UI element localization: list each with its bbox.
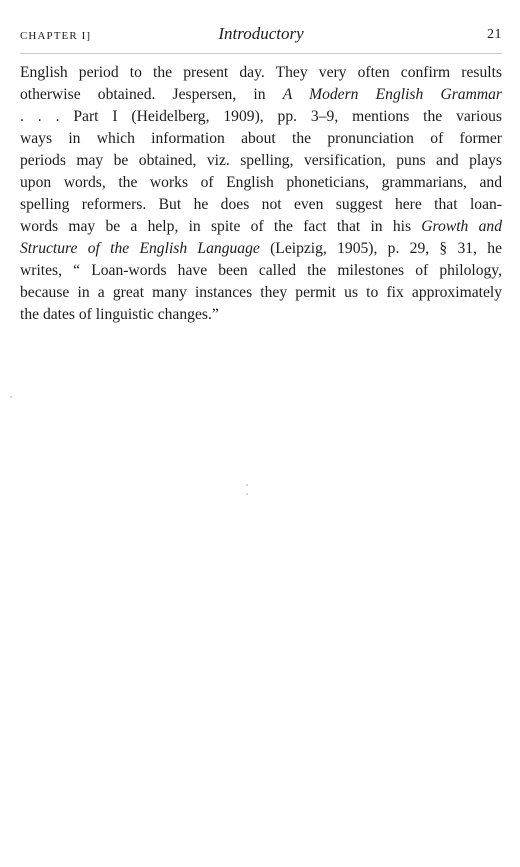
text-run: otherwise obtained. Jespersen, in (20, 86, 283, 103)
paper-speck (10, 396, 12, 398)
header-rule (20, 53, 502, 54)
text-run: . . . Part I (Heidelberg, 1909), pp. 3–9, mentions the various (20, 108, 502, 125)
text-line (20, 84, 502, 106)
text-run: writes, “ Loan-words have been called the milestones of philology, (20, 262, 502, 279)
paper-speck (246, 484, 248, 486)
text-run: periods may be obtained, viz. spelling, versification, puns and plays (20, 152, 502, 169)
text-line (20, 216, 502, 238)
text-line (20, 62, 502, 84)
text-run: the dates of linguistic changes.” (20, 306, 219, 323)
text-run: words may be a help, in spite of the fact that in his (20, 218, 422, 235)
text-line (20, 238, 502, 260)
italic-title-text: Structure of the English Language (20, 240, 260, 257)
body-paragraph (20, 62, 502, 326)
text-line (20, 106, 502, 128)
text-line (20, 304, 502, 326)
page-title: Introductory (218, 24, 304, 43)
text-line (20, 150, 502, 172)
running-head (20, 24, 502, 48)
text-line (20, 282, 502, 304)
text-run: (Leipzig, 1905), p. 29, § 31, he (259, 240, 502, 257)
italic-title-text: A Modern English Grammar (282, 86, 502, 103)
page-number: 21 (487, 27, 502, 42)
chapter-label: CHAPTER I] (20, 30, 92, 42)
text-run: because in a great many instances they permit us to fix approximately (20, 284, 502, 301)
text-run: English period to the present day. They very often confirm results (20, 64, 502, 81)
paper-speck (246, 493, 248, 495)
text-run: upon words, the works of English phoneticians, grammarians, and (20, 174, 502, 191)
text-run: spelling reformers. But he does not even suggest here that loan- (20, 196, 502, 213)
italic-title-text: Growth and (421, 218, 502, 235)
text-run: ways in which information about the pronunciation of former (20, 130, 502, 147)
text-line (20, 260, 502, 282)
text-line (20, 172, 502, 194)
text-line (20, 128, 502, 150)
text-line (20, 194, 502, 216)
